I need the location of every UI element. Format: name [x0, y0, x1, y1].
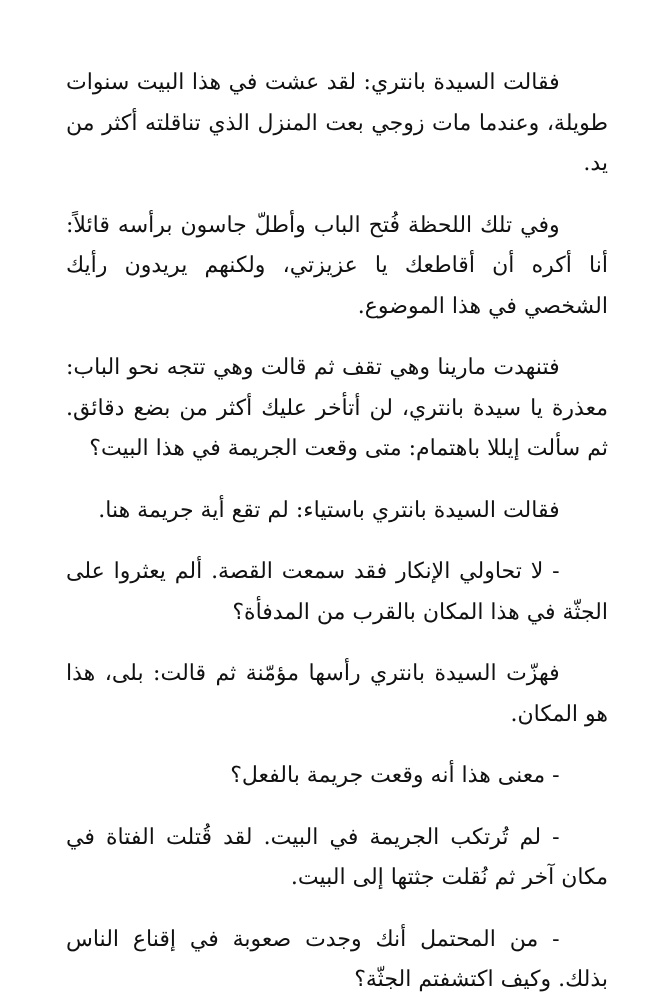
paragraph: وفي تلك اللحظة فُتح الباب وأطلّ جاسون برأسه قائلاً: أنا أكره أن أقاطعك يا عزيزتي، ولكنهم يريدون رأيك الشخصي في هذا الموضوع.	[66, 212, 608, 319]
paragraph: - معنى هذا أنه وقعت جريمة بالفعل؟	[230, 763, 560, 788]
paragraph: فهزّت السيدة بانتري رأسها مؤمّنة ثم قالت: بلى، هذا هو المكان.	[66, 661, 608, 727]
paragraph: فقالت السيدة بانتري: لقد عشت في هذا البيت سنوات طويلة، وعندما مات زوجي بعت المنزل الذي تناقلته أكثر من يد.	[66, 70, 608, 176]
paragraph: - من المحتمل أنك وجدت صعوبة في إقناع الناس بذلك. وكيف اكتشفتم الجثّة؟	[66, 926, 608, 992]
paragraph: - لم تُرتكب الجريمة في البيت. لقد قُتلت الفتاة في مكان آخر ثم نُقلت جثتها إلى البيت.	[66, 824, 608, 890]
paragraph: فتنهدت مارينا وهي تقف ثم قالت وهي تتجه نحو الباب: معذرة يا سيدة بانتري، لن أتأخر عليك أكثر من بضع دقائق. ثم سألت إيللا باهتمام: متى وقعت الجريمة في هذا البيت؟	[66, 355, 608, 461]
paragraph: فقالت السيدة بانتري باستياء: لم تقع أية جريمة هنا.	[98, 497, 560, 523]
book-page-text	[66, 63, 608, 1001]
paragraph: - لا تحاولي الإنكار فقد سمعت القصة. ألم يعثروا على الجثّة في هذا المكان بالقرب من المدفأة؟	[66, 559, 608, 625]
